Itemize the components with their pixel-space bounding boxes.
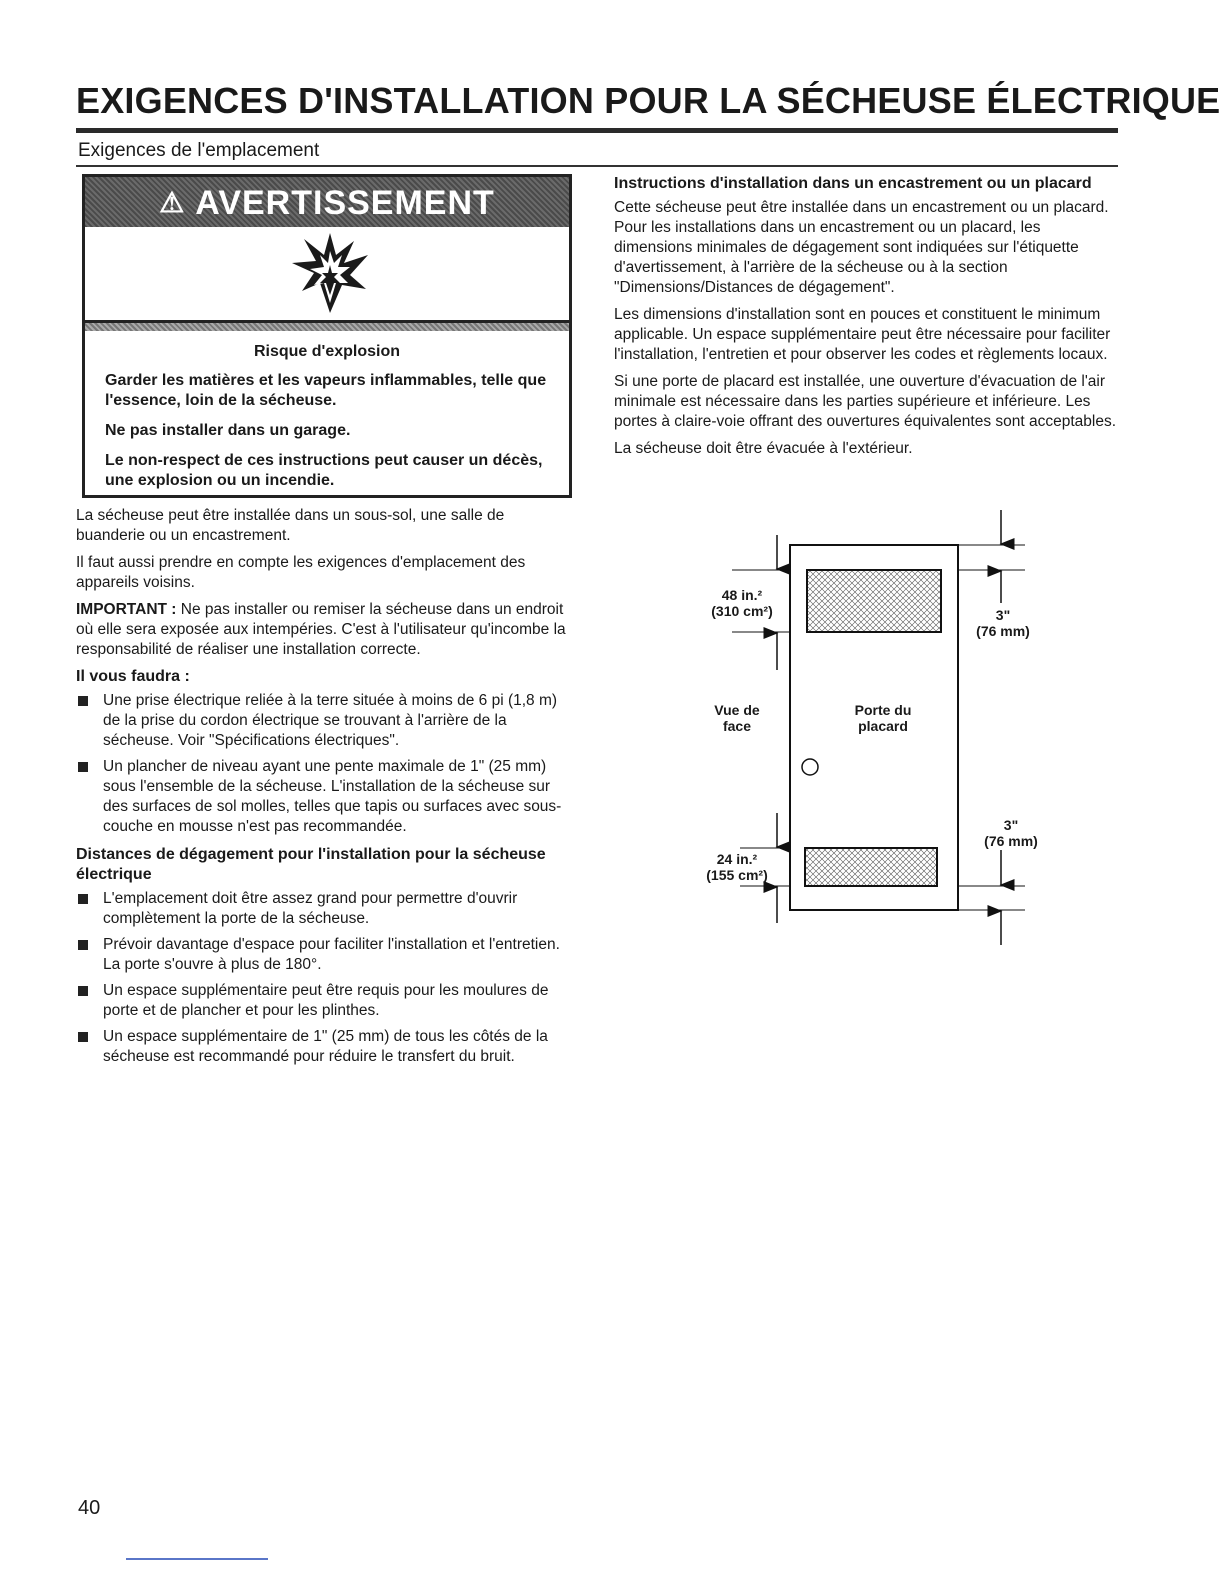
warning-triangle-icon: ⚠	[159, 187, 186, 218]
footer-line	[126, 1558, 268, 1560]
top-vent	[807, 570, 941, 632]
bottom-area-label: 24 in.² (155 cm²)	[706, 851, 768, 883]
door-label: Porte du placard	[854, 702, 912, 734]
warning-text-1: Garder les matières et les vapeurs inflammables, telle que l'essence, loin de la sécheuse.	[105, 372, 547, 409]
clearance-list	[76, 889, 568, 1067]
warning-header	[85, 177, 569, 227]
warning-header-text: AVERTISSEMENT	[195, 184, 495, 222]
right-paragraph-4: La sécheuse doit être évacuée à l'extérieur.	[614, 440, 913, 457]
bullet-square-icon	[78, 986, 88, 996]
need-heading: Il vous faudra :	[76, 668, 190, 685]
bullet-square-icon	[78, 1032, 88, 1042]
important-label: IMPORTANT :	[76, 601, 177, 618]
right-paragraph-2: Les dimensions d'installation sont en pouces et constituent le minimum applicable. Un espace supplémentaire peut être nécessaire pour faciliter l'installation, l'entretien et pour observer les codes et règlements locaux.	[614, 306, 1111, 363]
warning-body	[85, 339, 569, 501]
right-paragraph-1: Cette sécheuse peut être installée dans un encastrement ou un placard. Pour les installations dans un encastrement ou un placard, les dimensions minimales de dégagement sont indiquées sur l'étiquette d'avertissement, à l'arrière de la sécheuse ou à la section "Dimensions/Distances de dégagement".	[614, 199, 1109, 296]
bullet-square-icon	[78, 940, 88, 950]
left-paragraph-1: La sécheuse peut être installée dans un sous-sol, une salle de buanderie ou un encastrement.	[76, 507, 505, 544]
list-item: Prévoir davantage d'espace pour faciliter l'installation et l'entretien. La porte s'ouvre à plus de 180°.	[76, 935, 568, 975]
closet-door-diagram	[690, 505, 1050, 950]
explosion-pictogram	[85, 227, 569, 323]
important-text: Ne pas installer ou remiser la sécheuse dans un endroit où elle sera exposée aux intempéries. C'est à l'utilisateur qu'incombe la responsabilité de réaliser une installation correcte.	[76, 601, 566, 658]
top-gap-label: 3" (76 mm)	[976, 607, 1030, 639]
need-list	[76, 691, 568, 837]
page-number: 40	[78, 1497, 101, 1519]
bullet-square-icon	[78, 762, 88, 772]
section-rule	[76, 165, 1118, 167]
warning-text-3: Le non-respect de ces instructions peut causer un décès, une explosion ou un incendie.	[105, 452, 543, 489]
list-item: Une prise électrique reliée à la terre située à moins de 6 pi (1,8 m) de la prise du cordon électrique se trouvant à l'arrière de la sécheuse. Voir "Spécifications électriques".	[76, 691, 568, 751]
front-view-label: Vue de face	[714, 702, 760, 734]
bottom-gap-label: 3" (76 mm)	[984, 817, 1038, 849]
bullet-square-icon	[78, 696, 88, 706]
warning-box	[82, 174, 572, 498]
page-title: EXIGENCES D'INSTALLATION POUR LA SÉCHEUSE ÉLECTRIQUE	[76, 80, 1221, 121]
warning-risk: Risque d'explosion	[253, 343, 401, 360]
important-paragraph	[76, 600, 568, 660]
clearance-heading: Distances de dégagement pour l'installation pour la sécheuse électrique	[76, 846, 546, 883]
closet-heading: Instructions d'installation dans un encastrement ou un placard	[614, 175, 1092, 192]
right-paragraph-3: Si une porte de placard est installée, une ouverture d'évacuation de l'air minimale est nécessaire dans les parties supérieure et inférieure. Les portes à claire-voie offrant des ouvertures équivalentes sont acceptables.	[614, 373, 1117, 430]
list-item: L'emplacement doit être assez grand pour permettre d'ouvrir complètement la porte de la sécheuse.	[76, 889, 568, 929]
left-column	[76, 506, 568, 1075]
top-area-label: 48 in.² (310 cm²)	[711, 587, 773, 619]
left-paragraph-2: Il faut aussi prendre en compte les exigences d'emplacement des appareils voisins.	[76, 554, 526, 591]
warning-text-2: Ne pas installer dans un garage.	[105, 422, 351, 439]
bottom-vent	[805, 848, 937, 886]
explosion-icon	[290, 233, 370, 317]
right-column	[614, 174, 1120, 466]
list-item: Un espace supplémentaire peut être requis pour les moulures de porte et de plancher et pour les plinthes.	[76, 981, 568, 1021]
title-rule	[76, 128, 1118, 133]
door-knob	[802, 759, 818, 775]
list-item: Un plancher de niveau ayant une pente maximale de 1" (25 mm) sous l'ensemble de la sécheuse. L'installation de la sécheuse sur des surfaces de sol molles, telles que tapis ou surfaces avec sous-couche en mousse n'est pas recommandée.	[76, 757, 568, 837]
bullet-square-icon	[78, 894, 88, 904]
section-title: Exigences de l'emplacement	[78, 140, 320, 161]
list-item: Un espace supplémentaire de 1" (25 mm) de tous les côtés de la sécheuse est recommandé pour réduire le transfert du bruit.	[76, 1027, 568, 1067]
warning-stripe	[85, 323, 569, 331]
